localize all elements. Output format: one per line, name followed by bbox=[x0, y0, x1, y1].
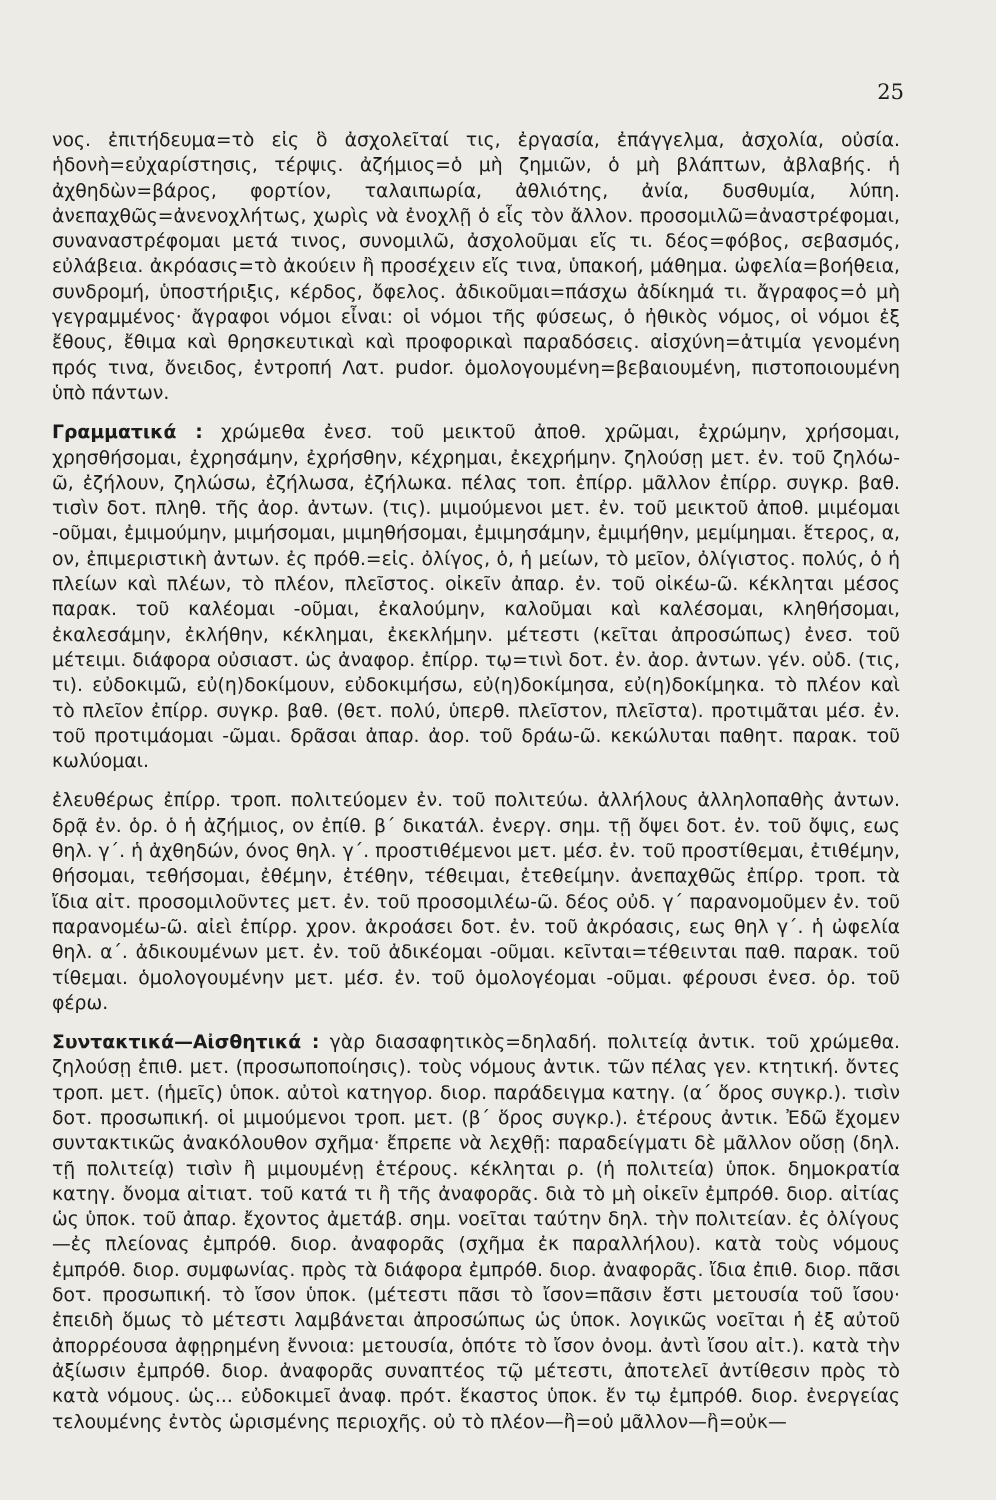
syntax-text: γὰρ διασαφητικὸς=δηλαδή. πολιτείᾳ ἀντικ. τοῦ χρώμεθα. ζηλούσῃ ἐπιθ. μετ. (προσωποποίησις). τοὺς νόμους ἀντικ. τῶν πέλας γεν. κτητική. ὄντες τροπ. μετ. (ἡμεῖς) ὑποκ. αὐτοὶ κατηγορ. διορ. παράδειγμα κατηγ. (α΄ ὅρος συγκρ.). τισὶν δοτ. προσωπική. οἱ μιμούμενοι τροπ. μετ. (β΄ ὅρος συγκρ.). ἑτέρους ἀντικ. Ἐδῶ ἔχομεν συντακτικῶς ἀνακόλουθον σχῆμα· ἔπρεπε νὰ λεχθῇ: παραδείγματι δὲ μᾶλλον οὔσῃ (δηλ. τῇ πολιτείᾳ) τισὶν ἢ μιμουμένῃ ἑτέρους. κέκληται ρ. (ἡ πολιτεία) ὑποκ. δημοκρατία κατηγ. ὄνομα αἰτιατ. τοῦ κατά τι ἢ τῆς ἀναφορᾶς. διὰ τὸ μὴ οἰκεῖν ἐμπρόθ. διορ. αἰτίας ὡς ὑποκ. τοῦ ἀπαρ. ἔχοντος ἀμετάβ. σημ. νοεῖται ταύτην δηλ. τὴν πολιτείαν. ἐς ὀλίγους—ἐς πλείονας ἐμπρόθ. διορ. ἀναφορᾶς (σχῆμα ἐκ παραλλήλου). κατὰ τοὺς νόμους ἐμπρόθ. διορ. συμφωνίας. πρὸς τὰ διάφορα ἐμπρόθ. διορ. ἀναφορᾶς. ἴδια ἐπιθ. διορ. πᾶσι δοτ. προσωπική. τὸ ἴσον ὑποκ. (μέτεστι πᾶσι τὸ ἴσον=πᾶσιν ἔστι μετουσία τοῦ ἴσου· ἐπειδὴ ὅμως τὸ μέτεστι λαμβάνεται ἀπροσώπως ὡς ὑποκ. λογικῶς νοεῖται ἡ ἐξ αὐτοῦ ἀπορρέουσα ἀφῃρημένη ἔννοια: μετουσία, ὁπότε τὸ ἴσον ὀνομ. ἀντὶ ἴσου αἰτ.). κατὰ τὴν ἀξίωσιν ἐμπρόθ. διορ. ἀναφορᾶς συναπτέος τῷ μέτεστι, ἀποτελεῖ ἀντίθεσιν πρὸς τὸ κατὰ νόμους. ὡς... εὐδοκιμεῖ ἀναφ. πρότ. ἕκαστος ὑποκ. ἔν τῳ ἐμπρόθ. διορ. ἐνεργείας τελουμένης ἐντὸς ὡρισμένης περιοχῆς. οὐ τὸ πλέον—ἢ=οὐ μᾶλλον—ἢ=οὐκ— bbox=[52, 1032, 900, 1433]
page-number: 25 bbox=[877, 80, 904, 104]
vocabulary-paragraph bbox=[52, 128, 900, 406]
syntax-paragraph bbox=[52, 1030, 900, 1435]
syntax-heading: Συντακτικά—Αἰσθητικά : bbox=[52, 1032, 320, 1054]
grammar-continued-text: ἐλευθέρως ἐπίρρ. τροπ. πολιτεύομεν ἐν. τοῦ πολιτεύω. ἀλλήλους ἀλληλοπαθὴς ἀντων. δρᾷ ἐν. ὁρ. ὁ ἡ ἀζήμιος, ον ἐπίθ. β΄ δικατάλ. ἐνεργ. σημ. τῇ ὄψει δοτ. ἐν. τοῦ ὄψις, εως θηλ. γ΄. ἡ ἀχθηδών, όνος θηλ. γ΄. προστιθέμενοι μετ. μέσ. ἐν. τοῦ προστίθεμαι, ἐτιθέμην, θήσομαι, τεθήσομαι, ἐθέμην, ἐτέθην, τέθειμαι, ἐτεθείμην. ἀνεπαχθῶς ἐπίρρ. τροπ. τὰ ἴδια αἰτ. προσομιλοῦντες μετ. ἐν. τοῦ προσομιλέω-ῶ. δέος οὐδ. γ΄ παρανομοῦμεν ἐν. τοῦ παρανομέω-ῶ. αἰεὶ ἐπίρρ. χρον. ἀκροάσει δοτ. ἐν. τοῦ ἀκρόασις, εως θηλ γ΄. ἡ ὠφελία θηλ. α΄. ἀδικουμένων μετ. ἐν. τοῦ ἀδικέομαι -οῦμαι. κεῖνται=τέθεινται παθ. παρακ. τοῦ τίθεμαι. ὁμολογουμένην μετ. μέσ. ἐν. τοῦ ὁμολογέομαι -οῦμαι. φέρουσι ἐνεσ. ὁρ. τοῦ φέρω. bbox=[52, 790, 900, 1014]
vocabulary-text: νος. ἐπιτήδευμα=τὸ εἰς ὃ ἀσχολεῖταί τις, ἐργασία, ἐπάγγελμα, ἀσχολία, οὐσία. ἡδονὴ=εὐχαρίστησις, τέρψις. ἀζήμιος=ὁ μὴ ζημιῶν, ὁ μὴ βλάπτων, ἀβλαβής. ἡ ἀχθηδὼν=βάρος, φορτίον, ταλαιπωρία, ἀθλιότης, ἀνία, δυσθυμία, λύπη. ἀνεπαχθῶς=ἀνενοχλήτως, χωρὶς νὰ ἐνοχλῇ ὁ εἷς τὸν ἄλλον. προσομιλῶ=ἀναστρέφομαι, συναναστρέφομαι μετά τινος, συνομιλῶ, ἀσχολοῦμαι εἴς τι. δέος=φόβος, σεβασμός, εὐλάβεια. ἀκρόασις=τὸ ἀκούειν ἢ προσέχειν εἴς τινα, ὑπακοή, μάθημα. ὠφελία=βοήθεια, συνδρομή, ὑποστήριξις, κέρδος, ὄφελος. ἀδικοῦμαι=πάσχω ἀδίκημά τι. ἄγραφος=ὁ μὴ γεγραμμένος· ἄγραφοι νόμοι εἶναι: οἱ νόμοι τῆς φύσεως, ὁ ἠθικὸς νόμος, οἱ νόμοι ἐξ ἔθους, ἔθιμα καὶ θρησκευτικαὶ καὶ προφορικαὶ παραδόσεις. αἰσχύνη=ἀτιμία γενομένη πρός τινα, ὄνειδος, ἐντροπή Λατ. pudor. ὁμολογουμένη=βεβαιουμένη, πιστοποιουμένη ὑπὸ πάντων. bbox=[52, 130, 900, 404]
grammar-text: χρώμεθα ἐνεσ. τοῦ μεικτοῦ ἀποθ. χρῶμαι, ἐχρώμην, χρήσομαι, χρησθήσομαι, ἐχρησάμην, ἐχρήσθην, κέχρημαι, ἐκεχρήμην. ζηλούσῃ μετ. ἐν. τοῦ ζηλόω-ῶ, ἐζήλουν, ζηλώσω, ἐζήλωσα, ἐζήλωκα. πέλας τοπ. ἐπίρρ. μᾶλλον ἐπίρρ. συγκρ. βαθ. τισὶν δοτ. πληθ. τῆς ἀορ. ἀντων. (τις). μιμούμενοι μετ. ἐν. τοῦ μεικτοῦ ἀποθ. μιμέομαι -οῦμαι, ἐμιμούμην, μιμήσομαι, μιμηθήσομαι, ἐμιμησάμην, ἐμιμήθην, μεμίμημαι. ἕτερος, α, ον, ἐπιμεριστικὴ ἀντων. ἐς πρόθ.=εἰς. ὀλίγος, ὁ, ἡ μείων, τὸ μεῖον, ὀλίγιστος. πολύς, ὁ ἡ πλείων καὶ πλέων, τὸ πλέον, πλεῖστος. οἰκεῖν ἀπαρ. ἐν. τοῦ οἰκέω-ῶ. κέκληται μέσος παρακ. τοῦ καλέομαι -οῦμαι, ἐκαλούμην, καλοῦμαι καὶ καλέσομαι, κληθήσομαι, ἐκαλεσάμην, ἐκλήθην, κέκλημαι, ἐκεκλήμην. μέτεστι (κεῖται ἀπροσώπως) ἐνεσ. τοῦ μέτειμι. διάφορα οὐσιαστ. ὡς ἀναφορ. ἐπίρρ. τῳ=τινὶ δοτ. ἐν. ἀορ. ἀντων. γέν. οὐδ. (τις, τι). εὐδοκιμῶ, εὐ(η)δοκίμουν, εὐδοκιμήσω, εὐ(η)δοκίμησα, εὐ(η)δοκίμηκα. τὸ πλέον καὶ τὸ πλεῖον ἐπίρρ. συγκρ. βαθ. (θετ. πολύ, ὑπερθ. πλεῖστον, πλεῖστα). προτιμᾶται μέσ. ἐν. τοῦ προτιμάομαι -ῶμαι. δρᾶσαι ἀπαρ. ἀορ. τοῦ δράω-ῶ. κεκώλυται παθητ. παρακ. τοῦ κωλύομαι. bbox=[52, 422, 900, 773]
grammar-continued-paragraph bbox=[52, 788, 900, 1016]
page-body bbox=[52, 128, 900, 1435]
grammar-heading: Γραμματικά : bbox=[52, 422, 203, 444]
grammar-paragraph bbox=[52, 420, 900, 774]
